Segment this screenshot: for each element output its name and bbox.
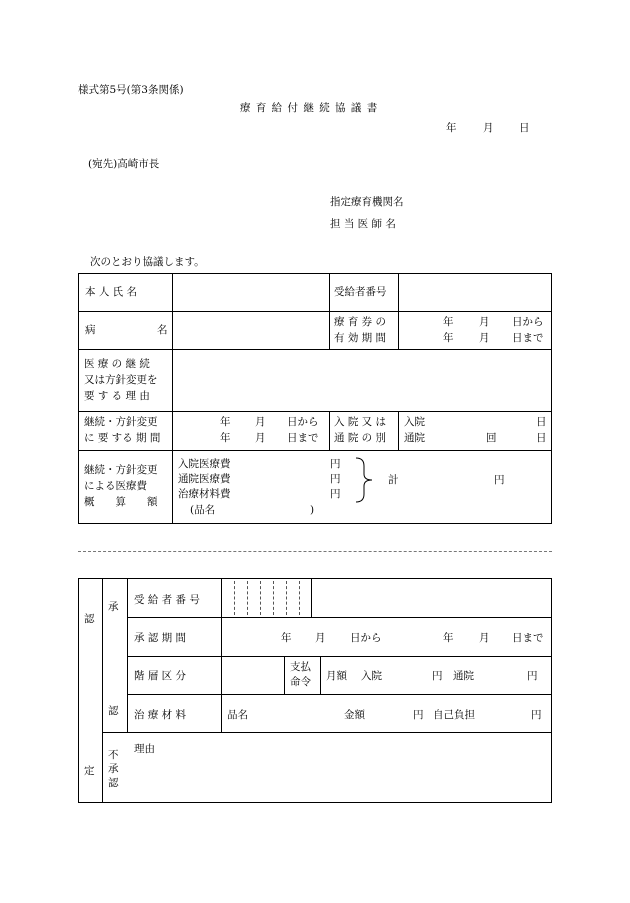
disease-label-1: 病 bbox=[85, 324, 96, 336]
addressee: (宛先)高崎市長 bbox=[88, 158, 160, 170]
material-yen-1: 円 bbox=[413, 709, 424, 721]
disapprove-2: 承 bbox=[108, 763, 119, 775]
cost-material-label: 治療材料費 bbox=[178, 488, 231, 500]
date-day: 日 bbox=[519, 122, 530, 134]
recipient-number-label: 受給者番号 bbox=[334, 286, 387, 298]
period-from-year: 年 bbox=[220, 416, 231, 428]
outpatient-unit: 日 bbox=[536, 432, 547, 444]
approval-to-month: 月 bbox=[479, 632, 490, 644]
cost-label-3: 概 算 額 bbox=[84, 496, 158, 508]
period-to-day: 日まで bbox=[287, 432, 319, 444]
approval-from-year: 年 bbox=[281, 632, 292, 644]
period-label-1: 継続・方針変更 bbox=[84, 416, 158, 428]
date-month: 月 bbox=[483, 122, 494, 134]
institution-label: 指定療育機関名 bbox=[330, 196, 404, 208]
approval-to-year: 年 bbox=[443, 632, 454, 644]
reason-label-2: 又は方針変更を bbox=[84, 374, 158, 386]
ticket-from-year: 年 bbox=[443, 316, 454, 328]
intro-text: 次のとおり協議します。 bbox=[90, 256, 205, 268]
disease-label-2: 名 bbox=[157, 324, 168, 336]
ticket-to-day: 日まで bbox=[512, 332, 544, 344]
item-name-open: (品名 bbox=[190, 504, 216, 516]
payment-order-2: 命令 bbox=[290, 676, 311, 688]
approval-period-label: 承 認 期 間 bbox=[134, 632, 187, 644]
cost-inpatient-unit: 円 bbox=[330, 458, 341, 470]
tier-outpatient-label: 通院 bbox=[453, 670, 474, 682]
total-unit: 円 bbox=[494, 474, 505, 486]
cost-outpatient-unit: 円 bbox=[330, 473, 341, 485]
inpatient-label: 入院 bbox=[404, 416, 425, 428]
total-label: 計 bbox=[388, 474, 399, 486]
form-number: 様式第5号(第3条関係) bbox=[78, 84, 184, 96]
outpatient-label: 通院 bbox=[404, 432, 425, 444]
self-pay-label: 自己負担 bbox=[433, 709, 475, 721]
lower-table bbox=[78, 578, 552, 803]
tier-label: 階 層 区 分 bbox=[134, 670, 187, 682]
name-label: 本 人 氏 名 bbox=[85, 286, 138, 298]
cost-outpatient-label: 通院医療費 bbox=[178, 473, 231, 485]
material-item-name: 品名 bbox=[227, 709, 248, 721]
ticket-from-day: 日から bbox=[512, 316, 544, 328]
approve-bottom: 認 bbox=[108, 705, 119, 717]
approval-to-day: 日まで bbox=[512, 632, 544, 644]
tei-label: 定 bbox=[84, 765, 95, 777]
reason-label-3: 要 す る 理 由 bbox=[84, 390, 150, 402]
disapprove-1: 不 bbox=[108, 749, 119, 761]
period-label-2: に 要 する 期 間 bbox=[84, 432, 161, 444]
tier-yen-2: 円 bbox=[527, 670, 538, 682]
approval-from-month: 月 bbox=[315, 632, 326, 644]
form-title: 療 育 給 付 継 続 協 議 書 bbox=[240, 102, 379, 114]
payment-order-1: 支払 bbox=[290, 661, 311, 673]
cost-material-unit: 円 bbox=[330, 488, 341, 500]
ticket-label-1: 療 育 券 の bbox=[334, 316, 387, 328]
brace-icon bbox=[354, 456, 376, 504]
cut-line bbox=[78, 551, 552, 552]
period-from-day: 日から bbox=[287, 416, 319, 428]
material-amount-label: 金額 bbox=[344, 709, 365, 721]
visit-label-2: 通 院 の 別 bbox=[334, 432, 387, 444]
ticket-to-month: 月 bbox=[479, 332, 490, 344]
visit-label-1: 入 院 又 は bbox=[334, 416, 387, 428]
approval-from-day: 日から bbox=[350, 632, 382, 644]
monthly-label: 月額 bbox=[326, 670, 347, 682]
tier-inpatient-label: 入院 bbox=[361, 670, 382, 682]
ticket-from-month: 月 bbox=[479, 316, 490, 328]
cost-label-1: 継続・方針変更 bbox=[84, 464, 158, 476]
cost-inpatient-label: 入院医療費 bbox=[178, 458, 231, 470]
lower-recipient-label: 受 給 者 番 号 bbox=[134, 594, 200, 606]
disapprove-3: 認 bbox=[108, 777, 119, 789]
period-to-month: 月 bbox=[255, 432, 266, 444]
material-yen-2: 円 bbox=[531, 709, 542, 721]
outpatient-count: 回 bbox=[486, 432, 497, 444]
material-label: 治 療 材 料 bbox=[134, 709, 187, 721]
inpatient-unit: 日 bbox=[536, 416, 547, 428]
ticket-to-year: 年 bbox=[443, 332, 454, 344]
period-from-month: 月 bbox=[255, 416, 266, 428]
disapprove-reason-label: 理由 bbox=[134, 743, 155, 755]
period-to-year: 年 bbox=[220, 432, 231, 444]
nin-label: 認 bbox=[84, 613, 95, 625]
item-name-close: ) bbox=[310, 504, 315, 516]
date-year: 年 bbox=[446, 122, 457, 134]
doctor-label: 担 当 医 師 名 bbox=[330, 218, 396, 230]
reason-label-1: 医 療 の 継 続 bbox=[84, 358, 150, 370]
cost-label-2: による医療費 bbox=[84, 480, 147, 492]
approve-top: 承 bbox=[108, 601, 119, 613]
ticket-label-2: 有 効 期 間 bbox=[334, 332, 387, 344]
tier-yen-1: 円 bbox=[432, 670, 443, 682]
